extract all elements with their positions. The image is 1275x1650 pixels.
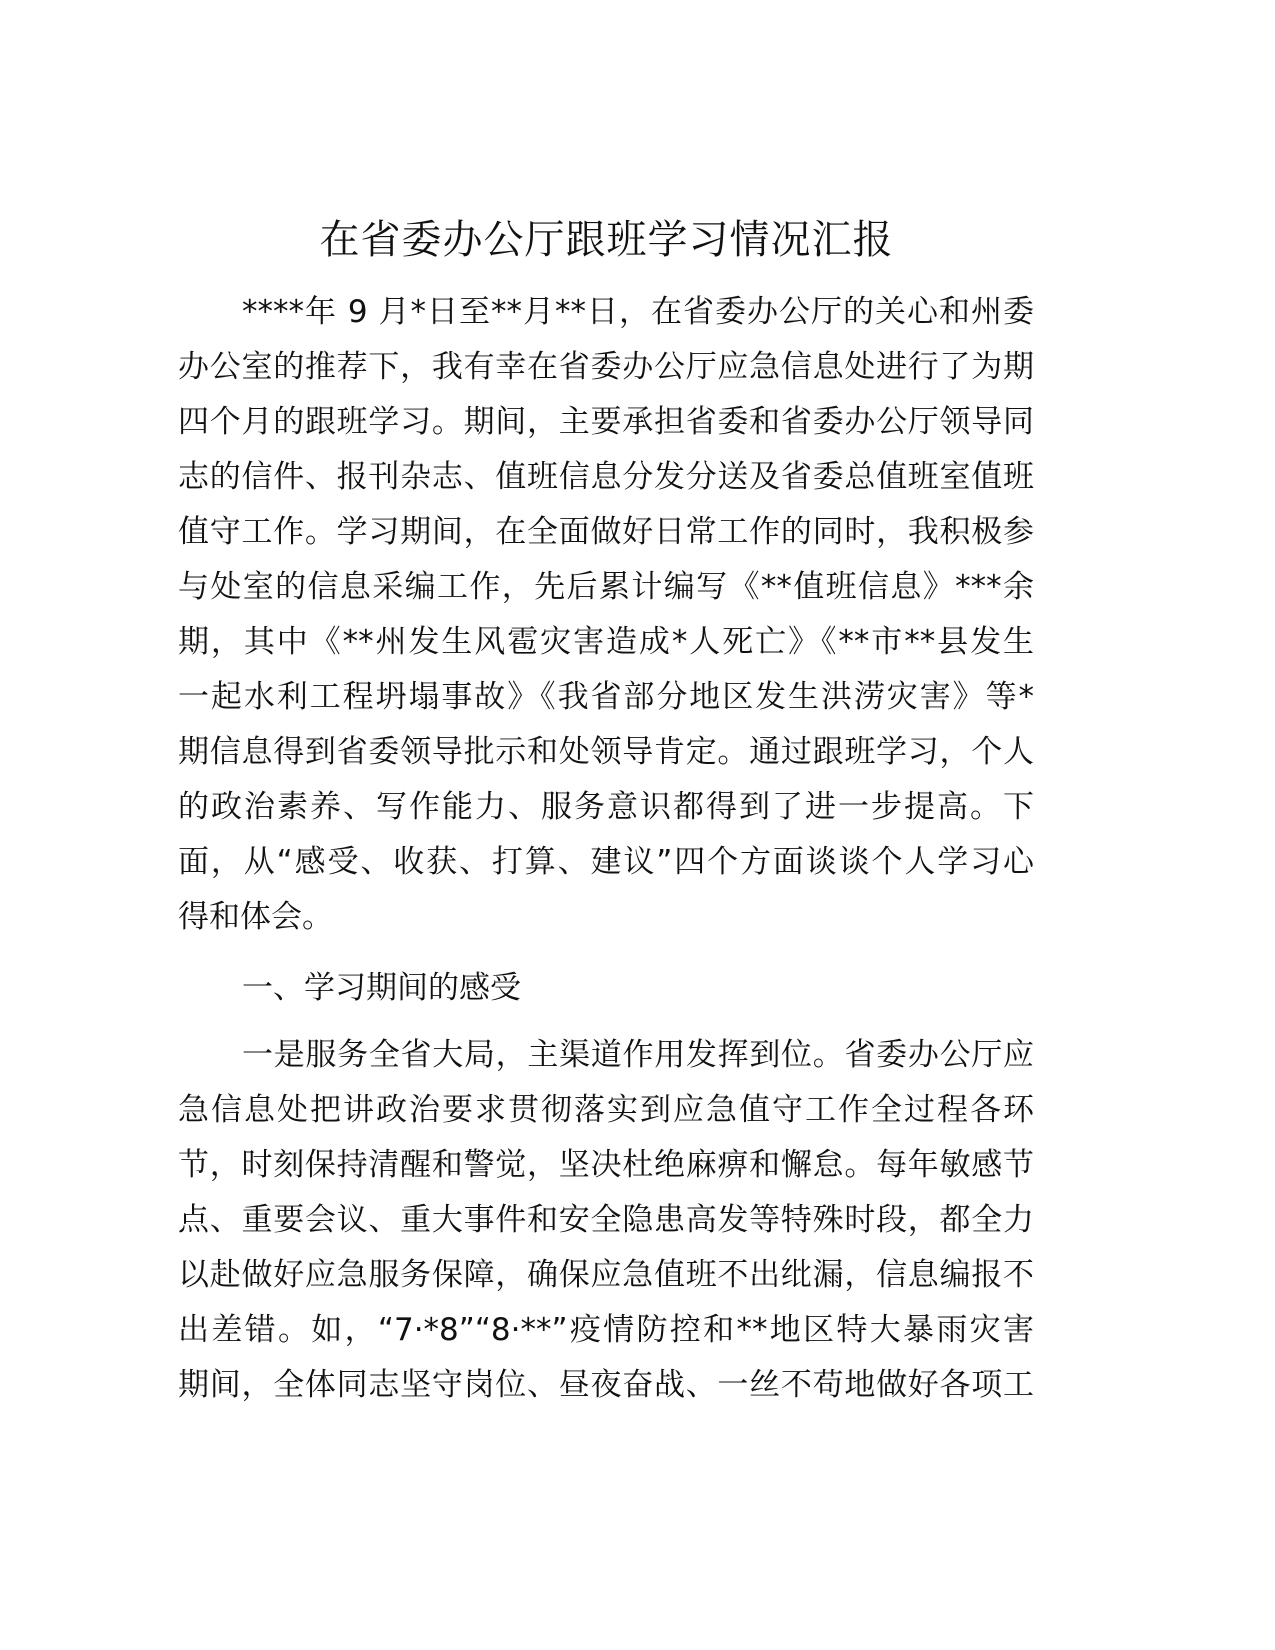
text-line: 出差错。如，“7·*8”“8·**”疫情防控和**地区特大暴雨灾害 [178,1312,1034,1348]
document-title: 在省委办公厅跟班学习情况汇报 [319,217,894,263]
text-line: 节，时刻保持清醒和警觉，坚决杜绝麻痹和懈怠。每年敏感节 [178,1147,1034,1183]
text-line: 一是服务全省大局，主渠道作用发挥到位。省委办公厅应 [242,1037,1034,1073]
text-line: 办公室的推荐下，我有幸在省委办公厅应急信息处进行了为期 [178,349,1034,385]
text-line: 期间，全体同志坚守岗位、昼夜奋战、一丝不苟地做好各项工 [178,1367,1034,1403]
paragraph-feelings [178,1028,1034,1413]
text-line: 得和体会。 [178,899,333,935]
text-line: 一起水利工程坍塌事故》《我省部分地区发生洪涝灾害》等* [178,679,1034,715]
text-line: 志的信件、报刊杂志、值班信息分发分送及省委总值班室值班 [178,459,1034,495]
section-heading [178,961,1034,1016]
text-line: 期，其中《**州发生风雹灾害造成*人死亡》《**市**县发生 [178,624,1034,660]
text-line: 的政治素养、写作能力、服务意识都得到了进一步提高。下 [178,789,1034,825]
text-line: 面，从“感受、收获、打算、建议”四个方面谈谈个人学习心 [178,844,1034,880]
text-line: 点、重要会议、重大事件和安全隐患高发等特殊时段，都全力 [178,1202,1034,1238]
text-line: 四个月的跟班学习。期间，主要承担省委和省委办公厅领导同 [178,404,1034,440]
text-line: ****年 9 月*日至**月**日，在省委办公厅的关心和州委 [242,294,1034,330]
text-line: 以赴做好应急服务保障，确保应急值班不出纰漏，信息编报不 [178,1257,1034,1293]
text-line: 与处室的信息采编工作，先后累计编写《**值班信息》***余 [178,569,1034,605]
heading-text: 一、学习期间的感受 [242,970,521,1006]
text-line: 值守工作。学习期间，在全面做好日常工作的同时，我积极参 [178,514,1034,550]
text-line: 急信息处把讲政治要求贯彻落实到应急值守工作全过程各环 [178,1092,1034,1128]
paragraph-intro [178,285,1034,945]
text-line: 期信息得到省委领导批示和处领导肯定。通过跟班学习，个人 [178,734,1034,770]
